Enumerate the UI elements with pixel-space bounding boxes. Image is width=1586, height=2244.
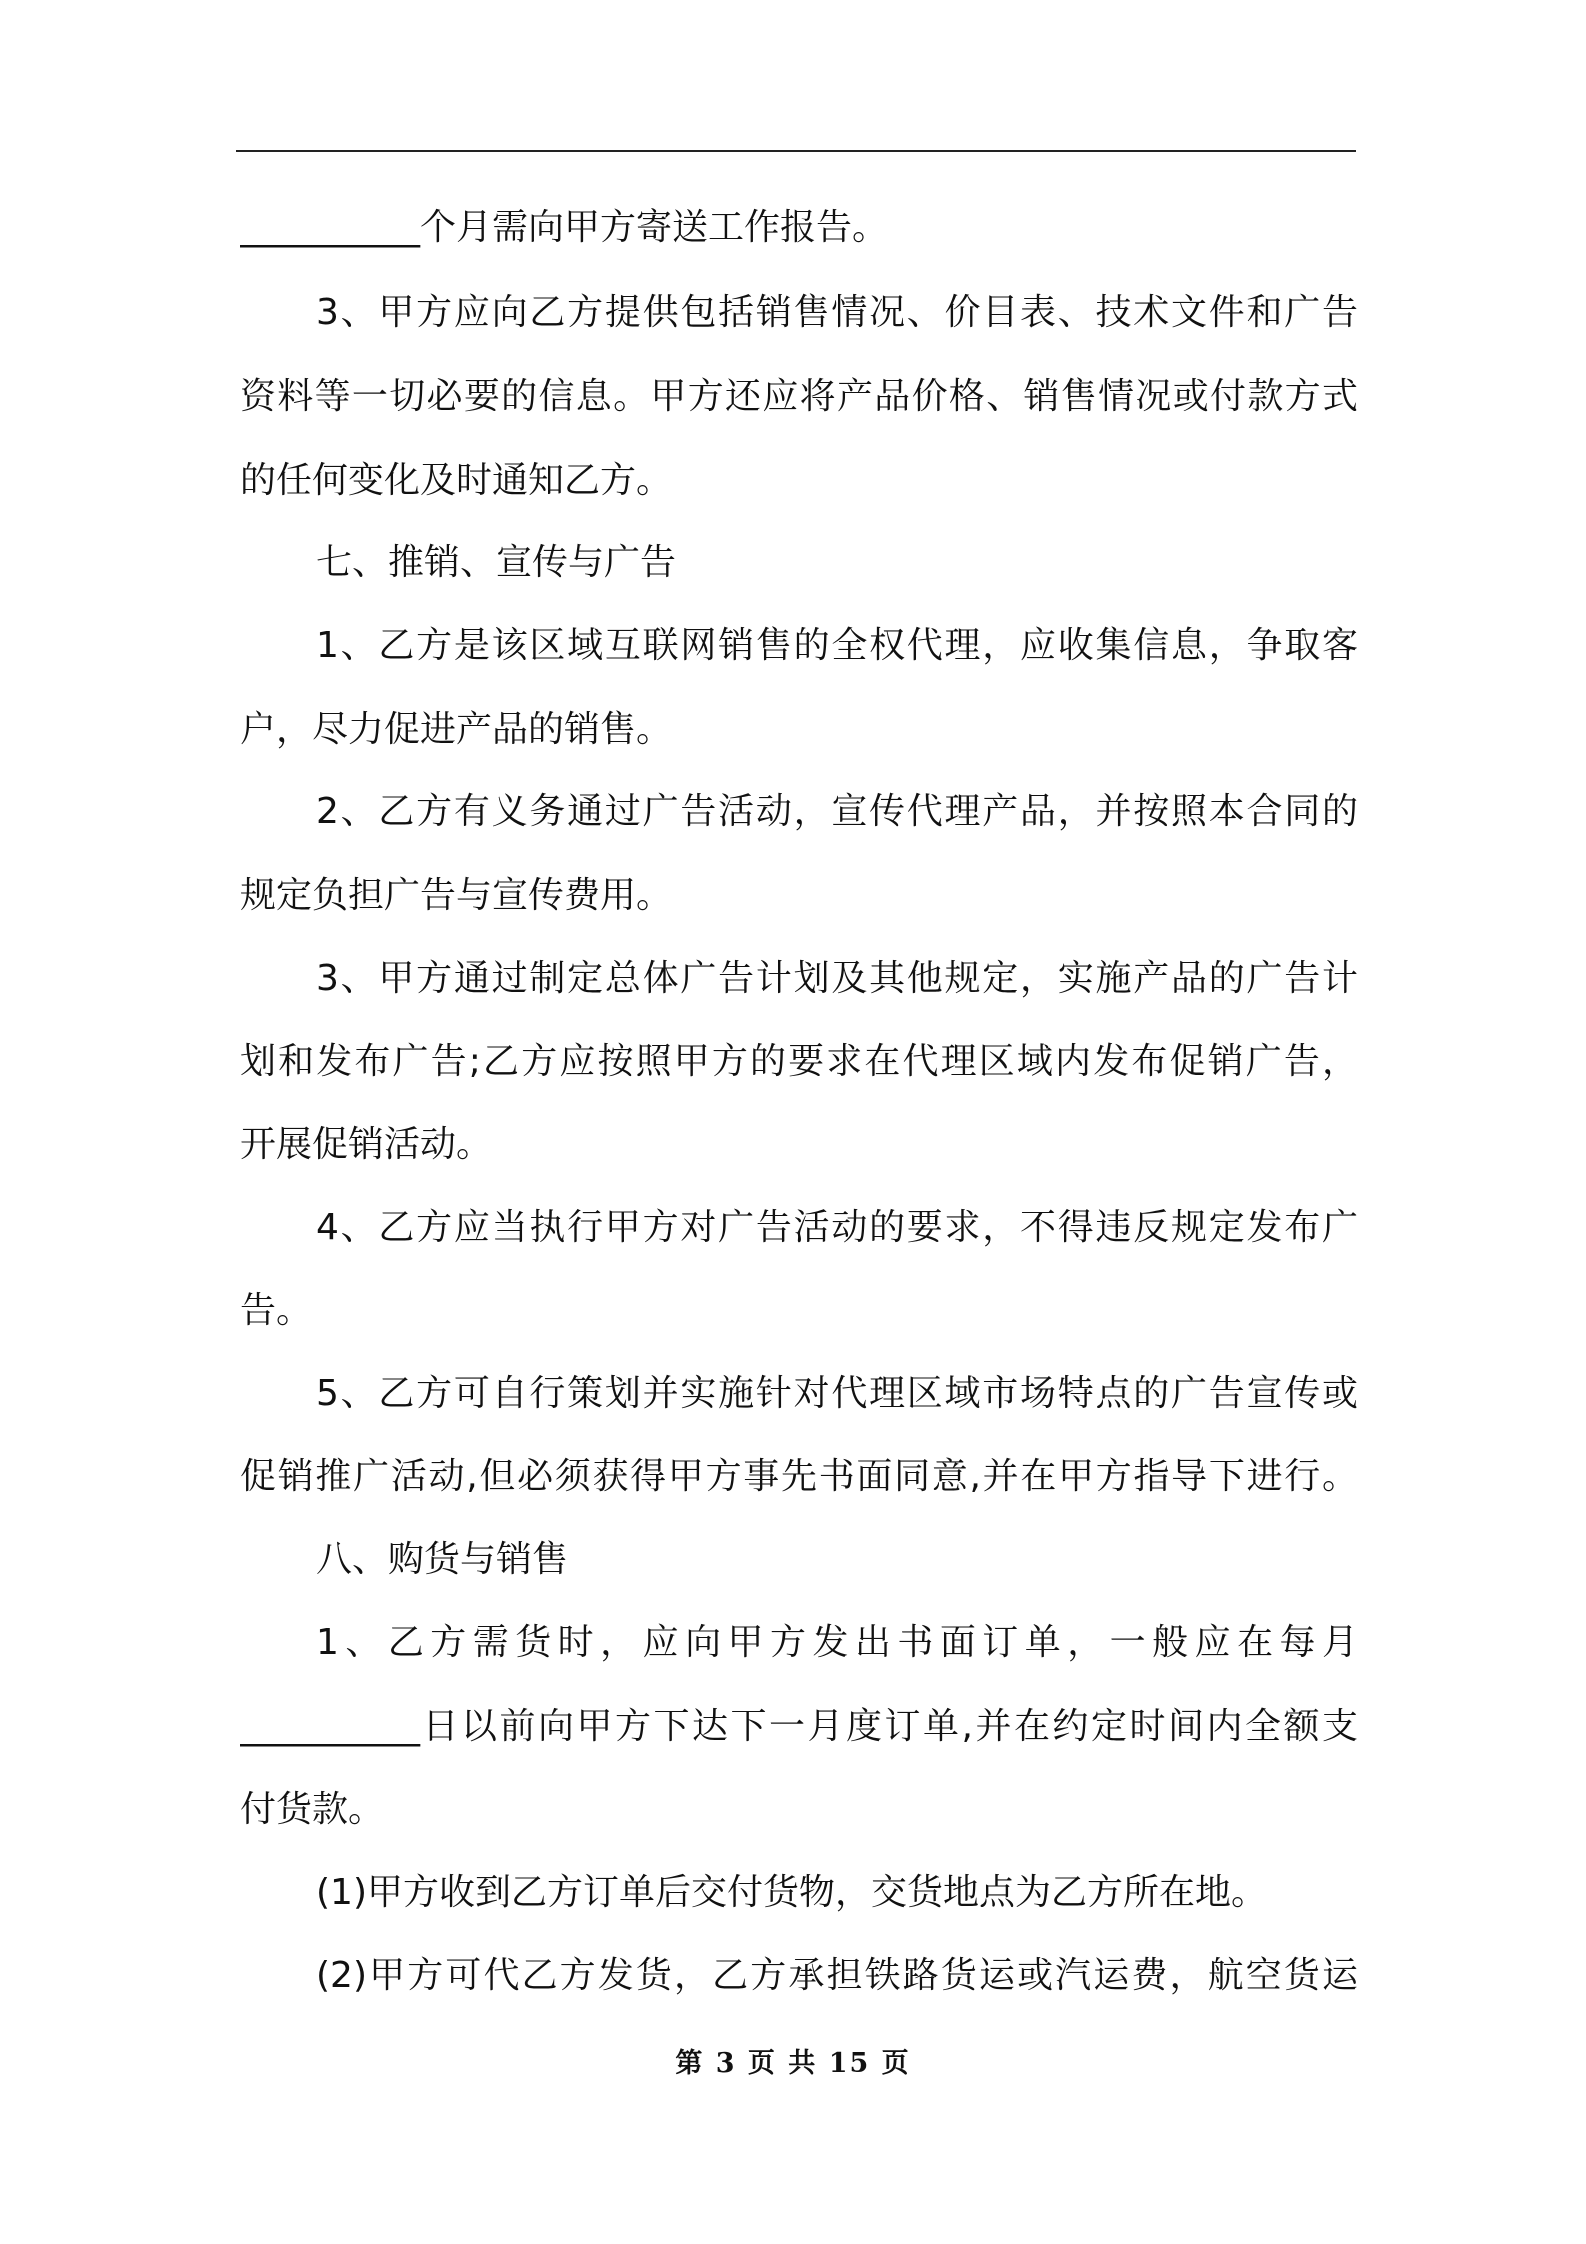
header-rule: [236, 150, 1356, 152]
text-line-10: 3、甲方通过制定总体广告计划及其他规定，实施产品的广告计: [316, 958, 1358, 999]
text-line-9: 规定负担广告与宣传费用。: [240, 875, 673, 916]
section-heading-7: 七、推销、宣传与广告: [316, 542, 677, 583]
text-line-12: 开展促销活动。: [240, 1124, 493, 1165]
text-line-8: 2、乙方有义务通过广告活动，宣传代理产品，并按照本合同的: [316, 791, 1358, 832]
text-line-15: 5、乙方可自行策划并实施针对代理区域市场特点的广告宣传或: [316, 1373, 1358, 1414]
text-line-6: 1、乙方是该区域互联网销售的全权代理，应收集信息，争取客: [316, 625, 1358, 666]
text-line-19: __________日以前向甲方下达下一月度订单,并在约定时间内全额支: [240, 1706, 1358, 1747]
text-line-3: 资料等一切必要的信息。甲方还应将产品价格、销售情况或付款方式: [240, 376, 1358, 417]
text-line-22: (2)甲方可代乙方发货，乙方承担铁路货运或汽运费，航空货运: [316, 1955, 1358, 1996]
text-line-16: 促销推广活动,但必须获得甲方事先书面同意,并在甲方指导下进行。: [240, 1456, 1358, 1497]
text-line-21: (1)甲方收到乙方订单后交付货物，交货地点为乙方所在地。: [316, 1872, 1267, 1913]
text-line-4: 的任何变化及时通知乙方。: [240, 460, 673, 501]
text-line-2: 3、甲方应向乙方提供包括销售情况、价目表、技术文件和广告: [316, 292, 1358, 333]
page-number-footer: 第 3 页 共 15 页: [675, 2048, 911, 2079]
text-line-18: 1、乙方需货时，应向甲方发出书面订单，一般应在每月: [316, 1622, 1358, 1663]
text-line-14: 告。: [240, 1290, 313, 1331]
text-line-7: 户，尽力促进产品的销售。: [240, 709, 673, 750]
text-line-20: 付货款。: [240, 1789, 385, 1830]
text-line-11: 划和发布广告;乙方应按照甲方的要求在代理区域内发布促销广告，: [240, 1041, 1358, 1082]
text-line-13: 4、乙方应当执行甲方对广告活动的要求，不得违反规定发布广: [316, 1207, 1358, 1248]
text-line-1: __________个月需向甲方寄送工作报告。: [240, 207, 889, 248]
section-heading-8: 八、购货与销售: [316, 1539, 569, 1580]
